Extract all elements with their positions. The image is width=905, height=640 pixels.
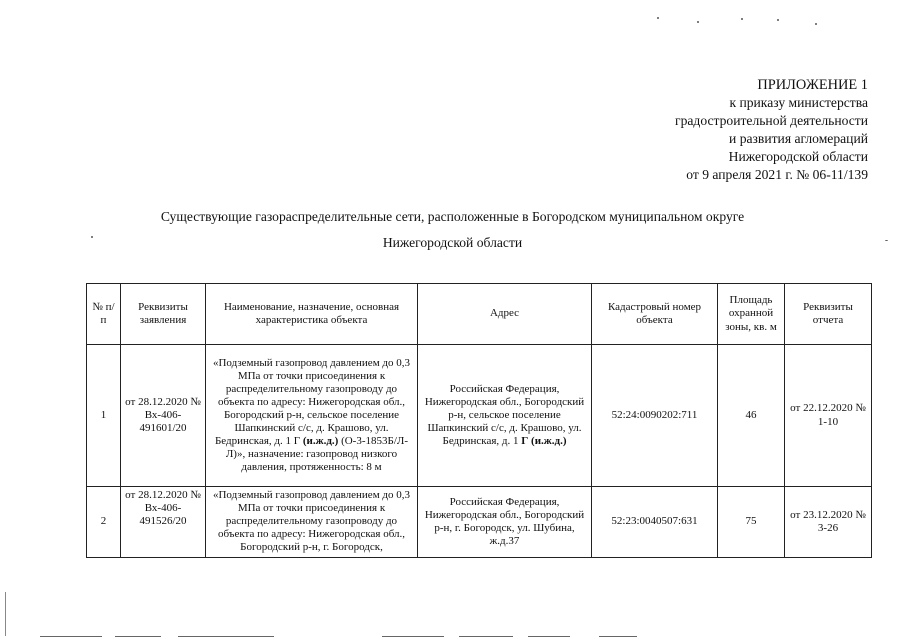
cell-description: «Подземный газопровод давлением до 0,3 МПа от точки присоединения к распределительному газопроводу до объекта по адресу: Нижегородская обл., Богородский р-н, г. Богородск, [206, 487, 418, 558]
document-title: Существующие газораспределительные сети, расположенные в Богородском муниципальном округе [160, 209, 745, 224]
header-number: № п/п [87, 284, 121, 345]
cell-report: от 23.12.2020 № 3-26 [785, 487, 872, 558]
cell-area: 46 [718, 345, 785, 487]
cell-cadastral: 52:24:0090202:711 [592, 345, 718, 487]
scan-bottom-line [40, 636, 102, 637]
description-text: «Подземный газопровод давлением до 0,3 МПа от точки присоединения к распределительному газопроводу до объекта по адресу: Нижегородская обл., Богородский р-н, сельское поселение Шапкинский с/с, д. Крашово, ул. Бедринская, д. 1 Г [212, 356, 411, 448]
scan-bottom-line [115, 636, 161, 637]
scan-bottom-line [459, 636, 513, 637]
table-header-row [87, 284, 872, 345]
cell-address: Российская Федерация, Нижегородская обл., Богородский р-н, г. Богородск, ул. Шубина, ж.д.37 [418, 487, 592, 558]
appendix-number: ПРИЛОЖЕНИЕ 1 [757, 77, 868, 93]
cell-address [418, 345, 592, 487]
scan-speck [657, 17, 659, 19]
table-row [87, 345, 872, 487]
scan-speck [777, 19, 779, 21]
scan-speck [697, 21, 699, 23]
document-title-continued: Нижегородской области [382, 235, 523, 250]
address-text: Российская Федерация, Нижегородская обл., Богородский р-н, сельское поселение Шапкинский с/с, д. Крашово, ул. Бедринская, д. 1 [424, 382, 585, 448]
scan-bottom-line [382, 636, 444, 637]
header-area: Площадь охранной зоны, кв. м [718, 284, 785, 345]
appendix-header [675, 76, 868, 184]
scan-bottom-line [528, 636, 570, 637]
cell-area: 75 [718, 487, 785, 558]
cell-number: 2 [87, 487, 121, 558]
address-bold-text: Г (и.ж.д.) [521, 435, 567, 448]
gas-networks-table [86, 283, 872, 558]
scan-speck [741, 18, 743, 20]
cell-report: от 22.12.2020 № 1-10 [785, 345, 872, 487]
appendix-ministry-line: градостроительной деятельности [675, 113, 868, 128]
appendix-ministry-line: и развития агломераций [729, 131, 868, 146]
header-name: Наименование, назначение, основная характеристика объекта [206, 284, 418, 345]
cell-request: от 28.12.2020 № Вх-406-491601/20 [121, 345, 206, 487]
header-cadastral: Кадастровый номер объекта [592, 284, 718, 345]
scan-bottom-line [599, 636, 637, 637]
scan-edge-line [5, 592, 6, 636]
header-report: Реквизиты отчета [785, 284, 872, 345]
scan-bottom-line [178, 636, 274, 637]
cell-cadastral: 52:23:0040507:631 [592, 487, 718, 558]
header-address: Адрес [418, 284, 592, 345]
cell-description [206, 345, 418, 487]
scan-speck [815, 23, 817, 25]
description-tail-text: (О-3-1853Б/Л-Л)», назначение: газопровод низкого давления, протяженность: 8 м [225, 435, 409, 474]
header-request: Реквизиты заявления [121, 284, 206, 345]
appendix-region-line: Нижегородской области [728, 149, 868, 164]
cell-request: от 28.12.2020 № Вх-406-491526/20 [121, 487, 206, 558]
cell-number: 1 [87, 345, 121, 487]
description-bold-text: (и.ж.д.) [302, 435, 339, 448]
appendix-order-line: к приказу министерства [729, 95, 868, 110]
table-row [87, 487, 872, 558]
appendix-order-date: от 9 апреля 2021 г. № 06-11/139 [686, 167, 868, 182]
